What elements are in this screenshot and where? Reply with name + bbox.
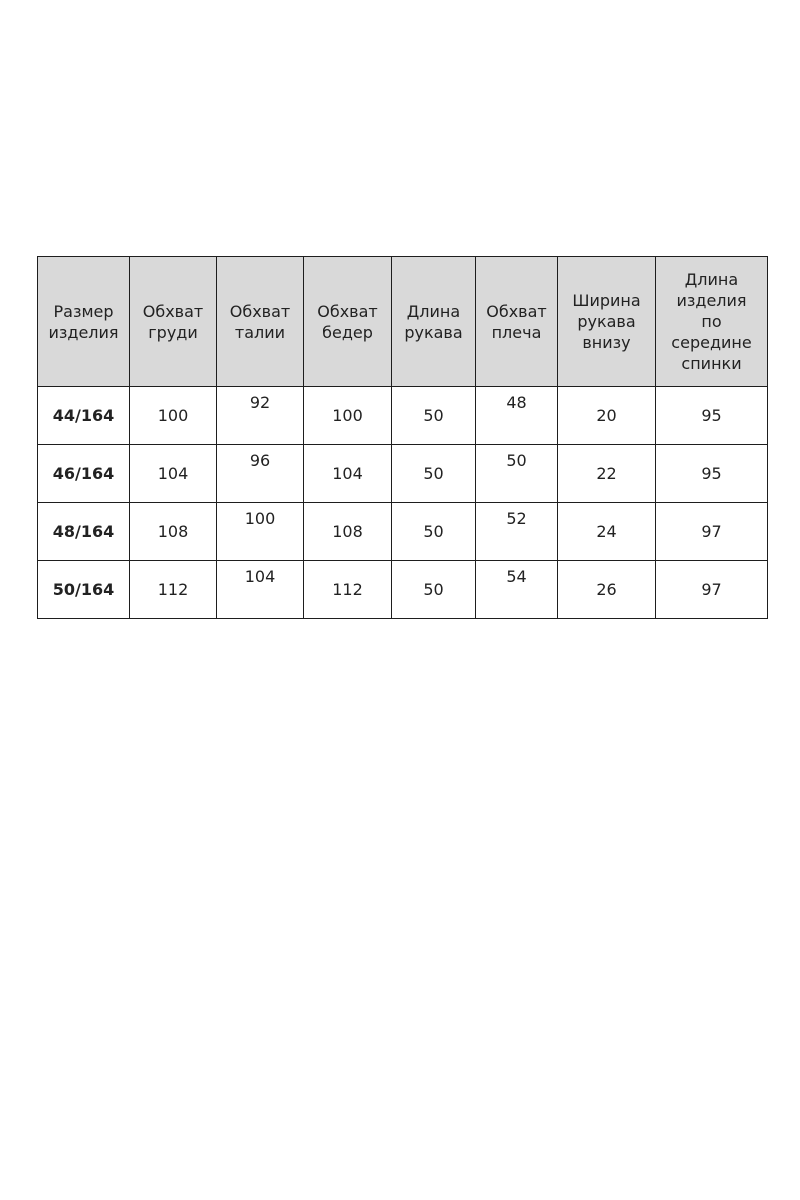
sleeve-length-cell: 50 bbox=[392, 503, 476, 561]
header-waist: Обхват талии bbox=[217, 257, 304, 387]
waist-cell: 96 bbox=[217, 445, 304, 503]
chest-cell: 104 bbox=[130, 445, 217, 503]
hips-cell: 100 bbox=[304, 387, 392, 445]
header-row bbox=[38, 257, 768, 387]
chest-cell: 100 bbox=[130, 387, 217, 445]
back-length-cell: 97 bbox=[656, 503, 768, 561]
waist-cell: 92 bbox=[217, 387, 304, 445]
header-back-length: Длина изделия по середине спинки bbox=[656, 257, 768, 387]
sleeve-length-cell: 50 bbox=[392, 561, 476, 619]
hips-cell: 104 bbox=[304, 445, 392, 503]
sleeve-bottom-width-cell: 20 bbox=[558, 387, 656, 445]
sleeve-bottom-width-cell: 22 bbox=[558, 445, 656, 503]
sleeve-bottom-width-cell: 24 bbox=[558, 503, 656, 561]
size-cell: 50/164 bbox=[38, 561, 130, 619]
size-cell: 46/164 bbox=[38, 445, 130, 503]
shoulder-cell: 48 bbox=[476, 387, 558, 445]
back-length-cell: 95 bbox=[656, 387, 768, 445]
table-row bbox=[38, 387, 768, 445]
chest-cell: 108 bbox=[130, 503, 217, 561]
table-row bbox=[38, 503, 768, 561]
sleeve-bottom-width-cell: 26 bbox=[558, 561, 656, 619]
size-chart-table bbox=[37, 256, 768, 619]
waist-cell: 100 bbox=[217, 503, 304, 561]
header-size: Размер изделия bbox=[38, 257, 130, 387]
hips-cell: 112 bbox=[304, 561, 392, 619]
table-row bbox=[38, 445, 768, 503]
shoulder-cell: 54 bbox=[476, 561, 558, 619]
shoulder-cell: 50 bbox=[476, 445, 558, 503]
header-sleeve-bottom-width: Ширина рукава внизу bbox=[558, 257, 656, 387]
header-sleeve-length: Длина рукава bbox=[392, 257, 476, 387]
chest-cell: 112 bbox=[130, 561, 217, 619]
header-chest: Обхват груди bbox=[130, 257, 217, 387]
header-hips: Обхват бедер bbox=[304, 257, 392, 387]
back-length-cell: 95 bbox=[656, 445, 768, 503]
waist-cell: 104 bbox=[217, 561, 304, 619]
sleeve-length-cell: 50 bbox=[392, 387, 476, 445]
size-cell: 44/164 bbox=[38, 387, 130, 445]
back-length-cell: 97 bbox=[656, 561, 768, 619]
size-cell: 48/164 bbox=[38, 503, 130, 561]
header-shoulder: Обхват плеча bbox=[476, 257, 558, 387]
table-row bbox=[38, 561, 768, 619]
shoulder-cell: 52 bbox=[476, 503, 558, 561]
hips-cell: 108 bbox=[304, 503, 392, 561]
sleeve-length-cell: 50 bbox=[392, 445, 476, 503]
